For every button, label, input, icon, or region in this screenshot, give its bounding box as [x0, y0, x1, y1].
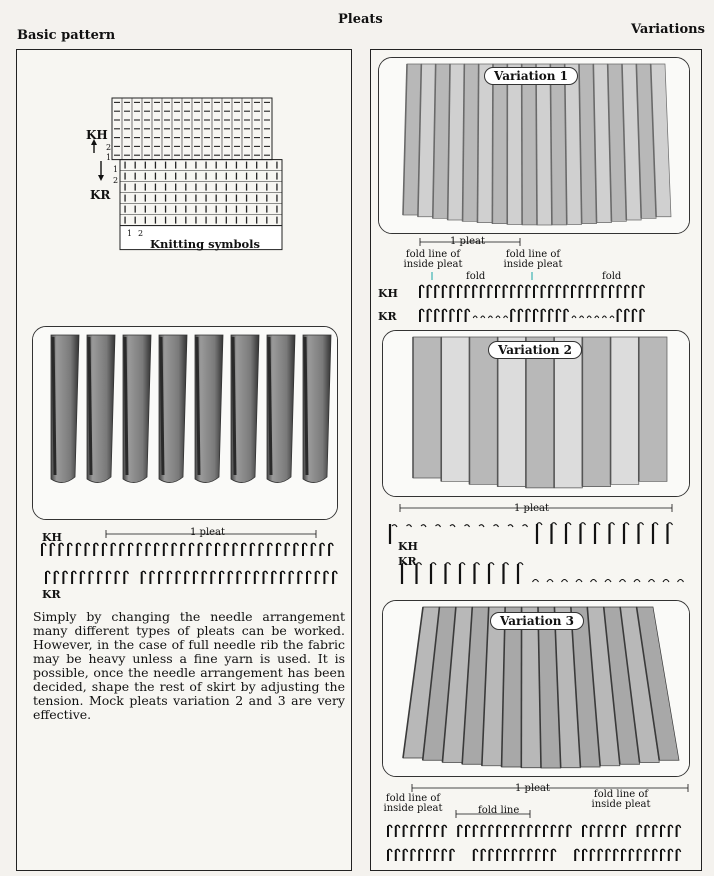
v3-fold-line: fold line: [478, 805, 520, 816]
basic-pleat-label: 1 pleat: [190, 527, 226, 538]
basic-kh-label: KH: [42, 531, 62, 544]
variation1-label: Variation 1: [484, 67, 578, 85]
v1-kr-label: KR: [378, 310, 397, 323]
chart-row-kh-1: 1: [106, 153, 112, 162]
chart-row-kh-2: 2: [106, 143, 112, 152]
left-header: Basic pattern: [17, 28, 116, 43]
v2-kr-label: KR: [398, 555, 417, 568]
v1-kh-label: KH: [378, 287, 398, 300]
v1-fold-inside-1: fold line of inside pleat: [403, 249, 463, 270]
variation2-label: Variation 2: [488, 341, 582, 359]
chart-row-kr-1: 1: [113, 165, 119, 174]
basic-needle-diagram: [36, 528, 341, 598]
chart-col-1: 1: [127, 229, 133, 238]
chart-col-2: 2: [138, 229, 144, 238]
knitting-symbols-caption: Knitting symbols: [150, 237, 261, 251]
v1-pleat-label: 1 pleat: [450, 236, 486, 247]
chart-kh-label: KH: [86, 128, 108, 142]
v1-fold-2: fold: [602, 271, 622, 282]
page-title: Pleats: [338, 12, 383, 27]
v3-fold-inside-2: fold line of inside pleat: [591, 789, 651, 810]
basic-description: Simply by changing the needle arrangement many different types of pleats can be worked. However, in the case of full needle rib the fabric may be heavy unless a fine yarn is used. It is possible, once the needle arrangement has been decided, shape the rest of skirt by adjusting the tension. Mock pleats variation 2 and 3 are very effective.: [33, 609, 345, 722]
chart-row-kr-2: 2: [113, 176, 119, 185]
right-header: Variations: [631, 22, 705, 37]
basic-kr-label: KR: [42, 588, 61, 601]
variation3-label: Variation 3: [490, 612, 584, 630]
v1-fold-1: fold: [466, 271, 486, 282]
basic-pleat-fabric-image: [33, 327, 337, 519]
v3-fold-inside-1: fold line of inside pleat: [383, 793, 443, 814]
variation2-needle-diagram: [380, 500, 690, 595]
chart-kr-label: KR: [90, 188, 111, 202]
v1-fold-inside-2: fold line of inside pleat: [503, 249, 563, 270]
v3-pleat-label: 1 pleat: [515, 783, 551, 794]
v2-kh-label: KH: [398, 540, 418, 553]
v2-pleat-label: 1 pleat: [514, 503, 550, 514]
basic-pleat-photo: [32, 326, 338, 520]
